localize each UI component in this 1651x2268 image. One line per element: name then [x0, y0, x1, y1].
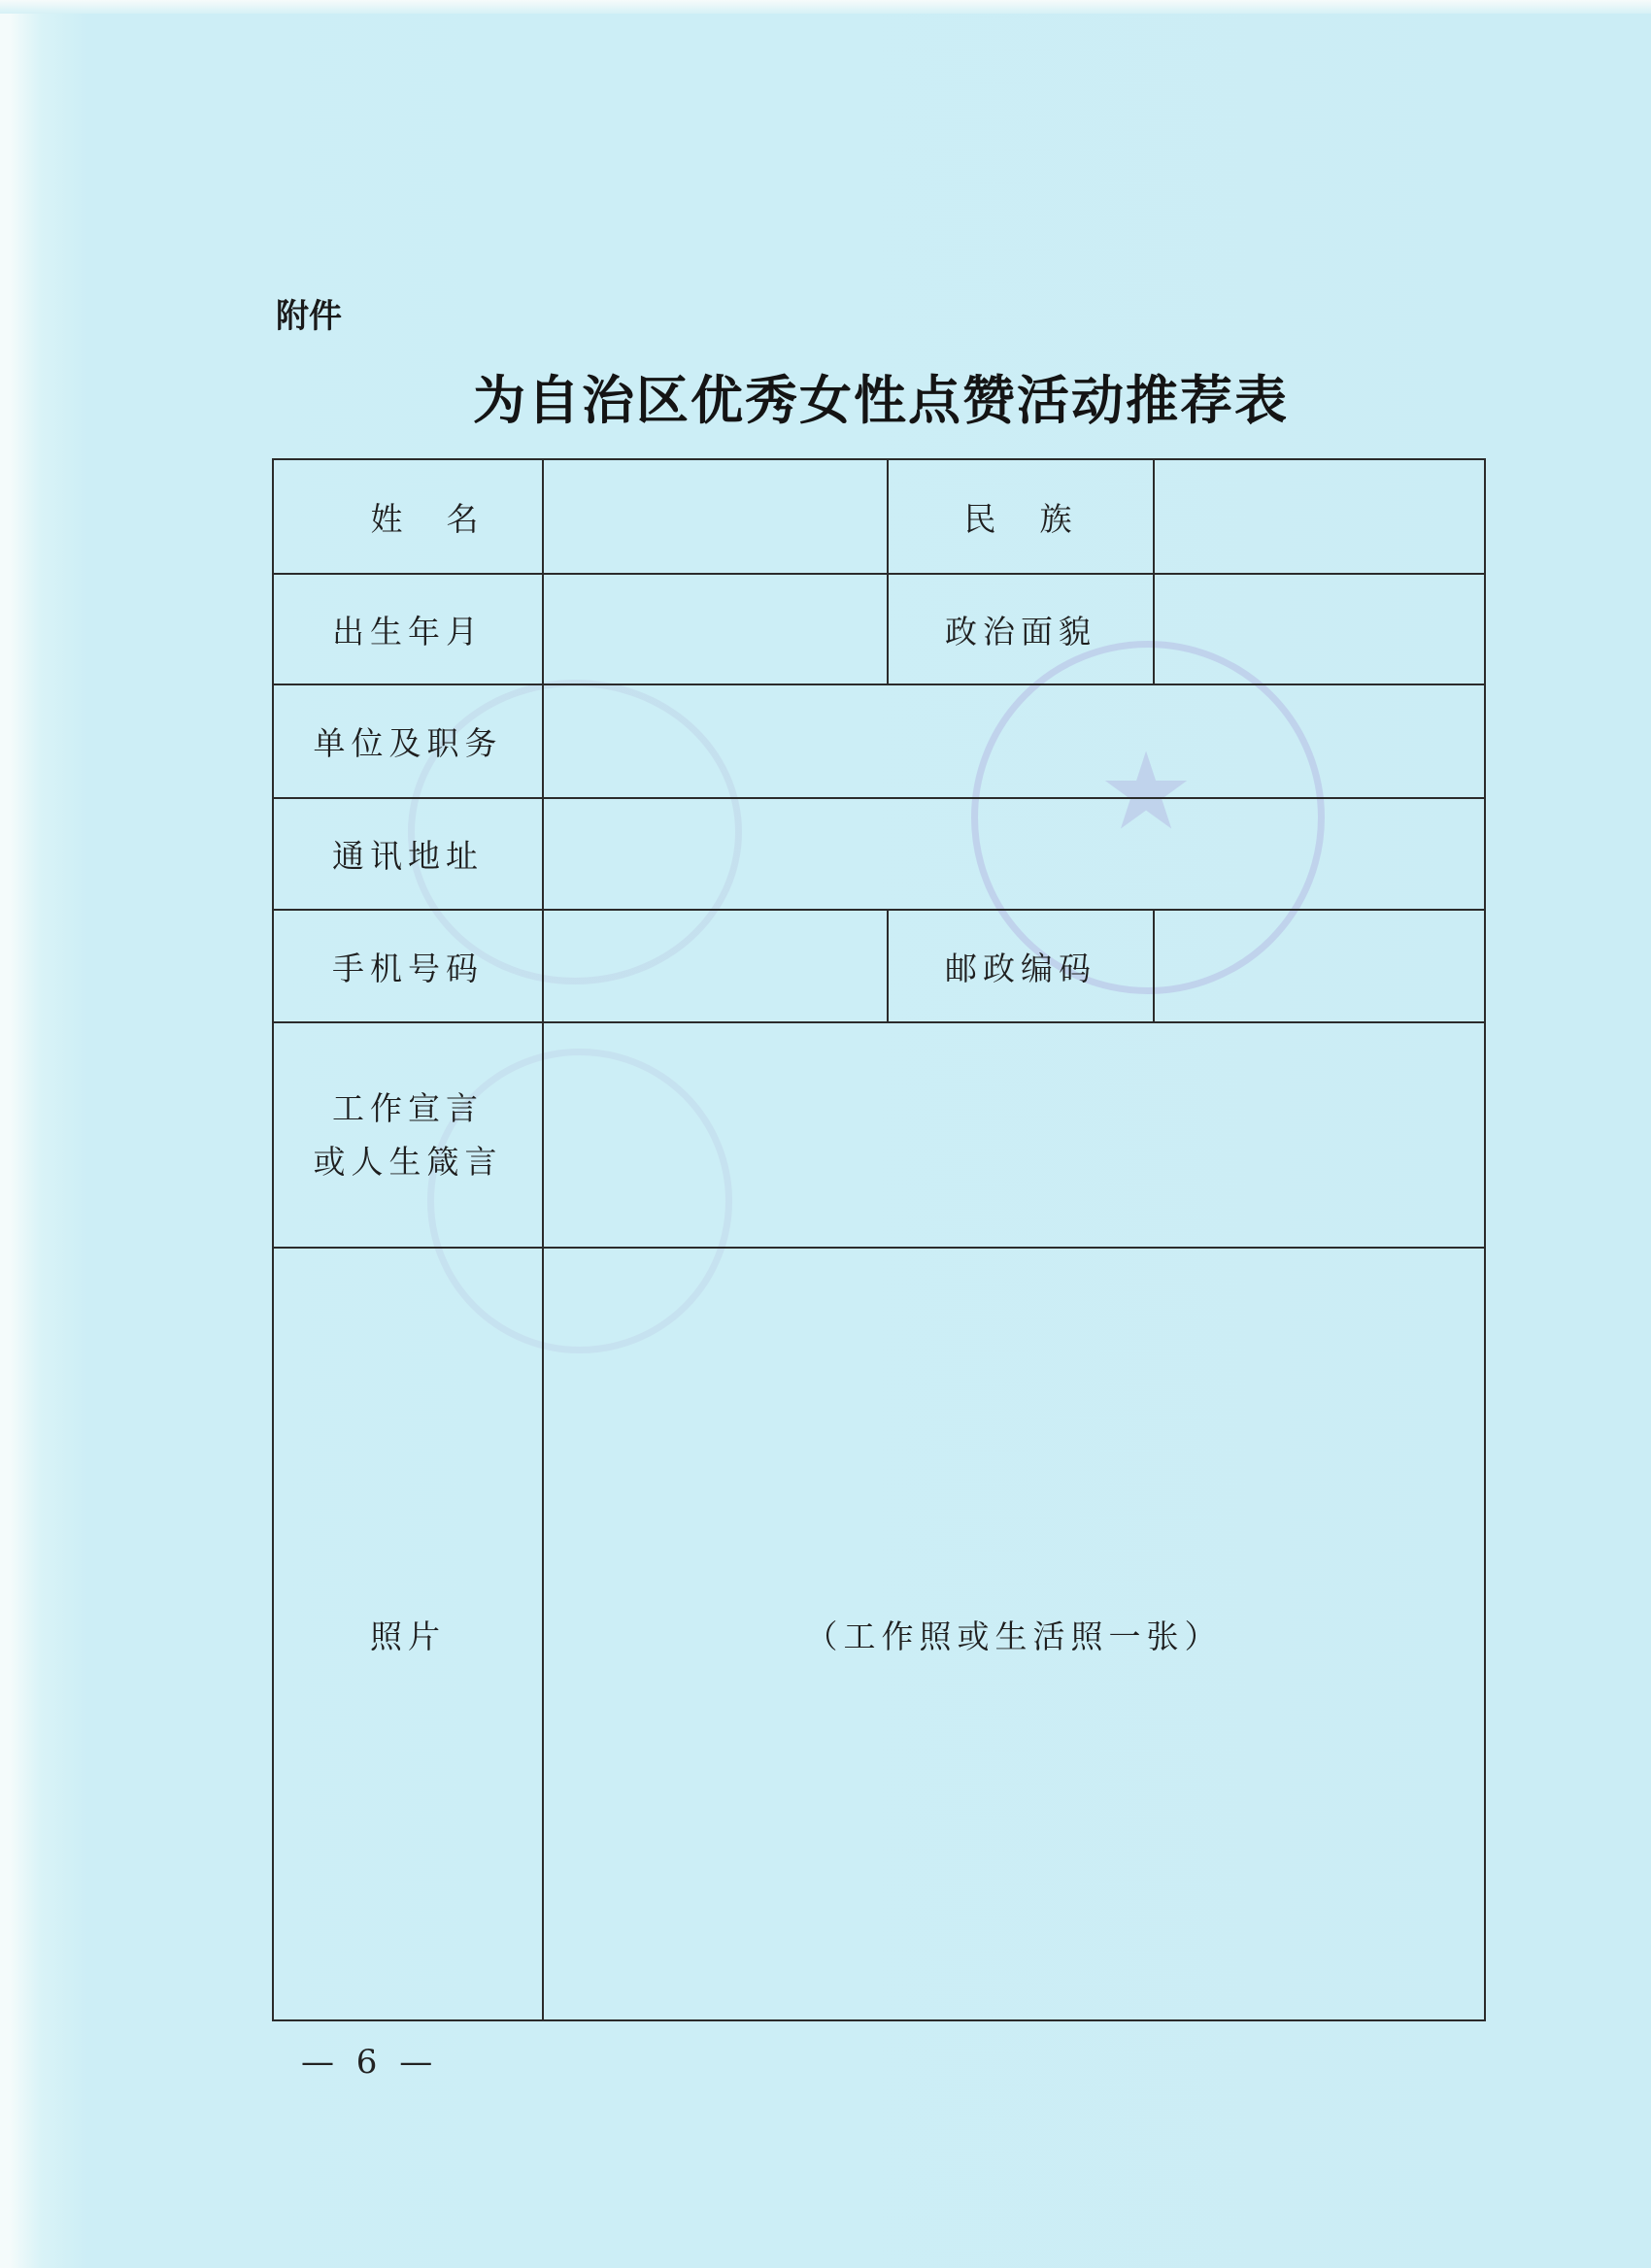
political-status-field[interactable]	[1154, 574, 1485, 684]
row-photo	[273, 1248, 1485, 2020]
row-address	[273, 798, 1485, 910]
photo-label: 照片	[273, 1248, 543, 2020]
postcode-label: 邮政编码	[888, 910, 1154, 1022]
phone-field[interactable]	[543, 910, 888, 1022]
declaration-label-line1: 工作宣言	[332, 1089, 484, 1127]
address-field[interactable]	[543, 798, 1485, 910]
photo-note: （工作照或生活照一张）	[805, 1617, 1223, 1655]
declaration-field[interactable]	[543, 1022, 1485, 1248]
row-birth-political	[273, 574, 1485, 684]
declaration-label-line2: 或人生箴言	[313, 1143, 503, 1181]
ethnicity-label: 民 族	[888, 459, 1154, 574]
row-unit-position	[273, 684, 1485, 798]
ethnicity-field[interactable]	[1154, 459, 1485, 574]
name-label: 姓 名	[273, 459, 543, 574]
postcode-field[interactable]	[1154, 910, 1485, 1022]
birth-date-field[interactable]	[543, 574, 888, 684]
form-title: 为自治区优秀女性点赞活动推荐表	[473, 369, 1289, 431]
address-label: 通讯地址	[273, 798, 543, 910]
row-phone-postcode	[273, 910, 1485, 1022]
birth-date-label: 出生年月	[273, 574, 543, 684]
row-name-ethnicity	[273, 459, 1485, 574]
scan-top-edge	[0, 0, 1651, 14]
name-field[interactable]	[543, 459, 888, 574]
declaration-label	[273, 1022, 543, 1248]
photo-field[interactable]	[543, 1248, 1485, 2020]
unit-position-field[interactable]	[543, 684, 1485, 798]
page-number: — 6 —	[301, 2043, 439, 2082]
unit-position-label: 单位及职务	[273, 684, 543, 798]
attachment-label: 附件	[276, 297, 342, 336]
political-status-label: 政治面貌	[888, 574, 1154, 684]
row-declaration	[273, 1022, 1485, 1248]
seal-star-icon: ★	[1097, 729, 1195, 853]
phone-label: 手机号码	[273, 910, 543, 1022]
recommendation-form-table	[272, 458, 1486, 2021]
